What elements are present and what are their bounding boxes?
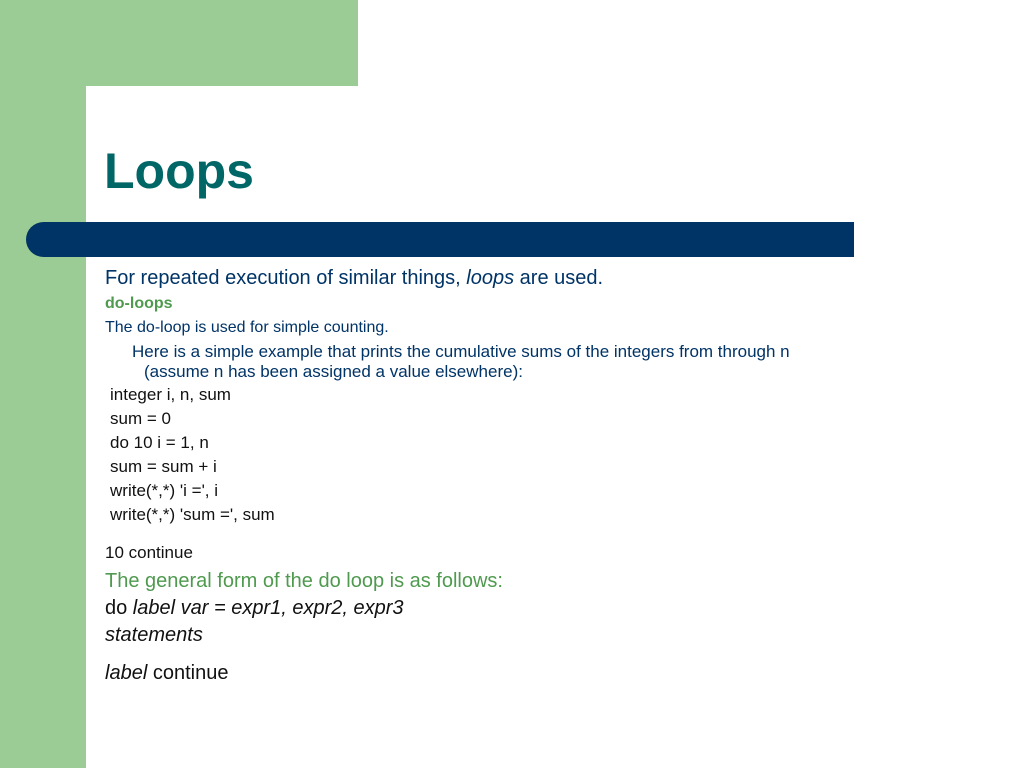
intro-text-before: For repeated execution of similar things, [105, 267, 467, 289]
form-arguments: label var = expr1, expr2, expr3 [127, 597, 404, 619]
form-label: label [105, 662, 148, 684]
example-line-1: Here is a simple example that prints the cumulative sums of the integers from through n [132, 342, 790, 361]
title-divider-bar [26, 222, 854, 257]
continue-line: 10 continue [105, 543, 193, 562]
code-line: do 10 i = 1, n [110, 433, 209, 452]
code-line: sum = sum + i [110, 457, 217, 476]
code-line: sum = 0 [110, 409, 171, 428]
intro-emphasis: loops [466, 267, 515, 289]
code-line: integer i, n, sum [110, 385, 231, 404]
form-continue: continue [147, 662, 229, 684]
example-line-2: (assume n has been assigned a value elsewhere): [144, 362, 523, 381]
code-line: write(*,*) 'sum =', sum [110, 505, 275, 524]
form-keyword: do [105, 597, 128, 619]
code-line: write(*,*) 'i =', i [110, 481, 219, 500]
intro-line [105, 267, 603, 290]
general-form-heading: The general form of the do loop is as follows: [105, 570, 503, 592]
intro-text-after: are used. [514, 267, 604, 289]
green-side-band [0, 0, 86, 768]
general-form-line-1 [105, 597, 404, 620]
form-statements: statements [105, 624, 203, 646]
slide-title: Loops [104, 143, 254, 199]
subheading: do-loops [105, 295, 173, 312]
general-form-line-3 [105, 662, 228, 685]
general-form-line-2 [105, 624, 203, 647]
description: The do-loop is used for simple counting. [105, 319, 389, 336]
